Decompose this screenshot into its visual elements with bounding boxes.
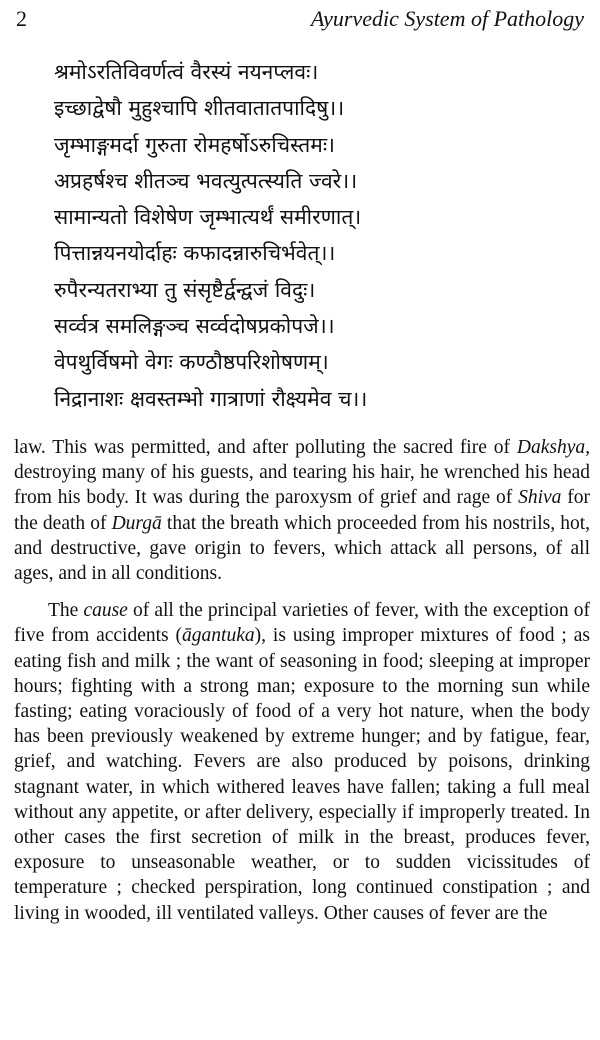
emphasis-shiva: Shiva <box>518 487 562 509</box>
paragraph-1-text-2: destroying many of his guests, and tearing his hair, he wrenched his head from his body. It was during the paroxysm of grief and rage of <box>14 462 590 509</box>
paragraph-2-text-2: of all the principal varieties of fever, with the exception of five from accidents ( <box>14 600 590 647</box>
verse-line: अप्रहर्षश्च शीतञ्च भवत्युत्पत्स्यति ज्वरे।। <box>54 168 358 193</box>
running-title: Ayurvedic System of Pathology <box>310 6 584 31</box>
paragraph-1-text-4: that the breath which proceeded from his nostrils, hot, and destructive, gave origin to fevers, which attack all persons, of all ages, and in all conditions. <box>14 512 590 584</box>
verse-line: निद्रानाशः क्षवस्तम्भो गात्राणां रौक्ष्यमेव च।। <box>54 386 368 411</box>
verse-line: सामान्यतो विशेषेण जृम्भात्यर्थं समीरणात्। <box>54 205 362 230</box>
verse-line: पित्तान्नयनयोर्दाहः कफादन्नारुचिर्भवेत्।। <box>54 241 336 266</box>
verse-line: इच्छाद्वेषौ मुहुश्चापि शीतवातातपादिषु।। <box>54 96 345 121</box>
verse-line: जृम्भाङ्गमर्दा गुरुता रोमहर्षोऽरुचिस्तमः। <box>54 132 336 157</box>
sanskrit-verses <box>14 54 590 417</box>
paragraph-2 <box>14 598 590 926</box>
paragraph-1-text-1: law. This was permitted, and after polluting the sacred fire of <box>14 436 517 458</box>
verse-line: श्रमोऽरतिविवर्णत्वं वैरस्यं नयनप्लवः। <box>54 60 319 84</box>
verse-line: रुपैरन्यतराभ्या तु संसृष्टैर्द्वन्द्वजं विदुः। <box>54 277 316 302</box>
paragraph-1 <box>14 435 590 586</box>
verse-line: सर्व्वत्र समलिङ्गञ्च सर्व्वदोषप्रकोपजे।। <box>54 314 335 339</box>
paragraph-1-text-3: for the death of <box>14 487 590 534</box>
page-header <box>14 0 590 40</box>
page-number: 2 <box>16 6 27 31</box>
emphasis-durga: Durgā <box>111 512 162 534</box>
emphasis-agantuka: āgantuka <box>182 625 255 647</box>
emphasis-dakshya: Dakshya, <box>516 436 590 458</box>
paragraph-2-text-3: ), is using improper mixtures of food ; as eating fish and milk ; the want of seasoning in food; sleeping at improper hours; fighting with a strong man; exposure to the morning sun while fasting; eating voraciously of food of a very hot nature, when the body has been previously weakened by extreme hunger; and by fatigue, fear, grief, and watching. Fevers are also produced by poisons, drinking stagnant water, in which withered leaves have fallen; taking a full meal without any appetite, or after delivery, especially if improperly treated. In other cases the first secretion of milk in the breast, produces fever, exposure to unseasonable weather, or to sudden vicissitudes of temperature ; checked perspiration, long continued constipation ; and living in wooded, ill ventilated valleys. Other causes of fever are the <box>14 625 590 924</box>
emphasis-cause: cause <box>83 600 128 622</box>
body-text <box>14 435 590 926</box>
paragraph-2-text-1: The <box>48 600 84 622</box>
verse-line: वेपथुर्विषमो वेगः कण्ठौष्ठपरिशोषणम्। <box>54 350 329 375</box>
